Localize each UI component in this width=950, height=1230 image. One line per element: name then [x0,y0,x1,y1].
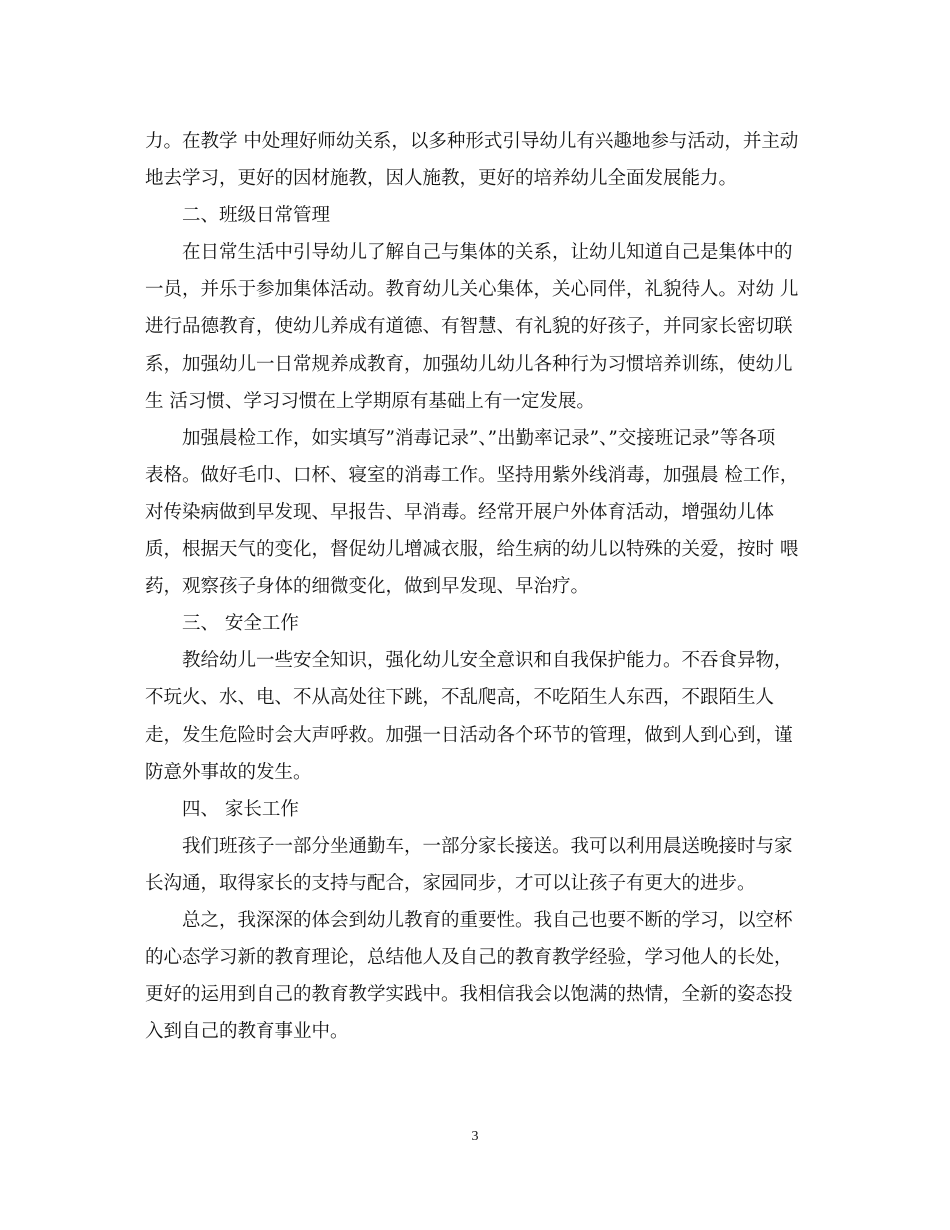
text-line: 地去学习，更好的因材施教，因人施教，更好的培养幼儿全面发展能力。 [145,168,738,190]
text-line: 一员，并乐于参加集体活动。教育幼儿关心集体，关心同伴，礼貌待人。对幼 儿 [145,279,799,301]
text-line: 对传染病做到早发现、早报告、早消毒。经常开展户外体育活动，增强幼儿体 [145,501,775,523]
text-line: 二、班级日常管理 [182,205,331,227]
page-number: 3 [471,1129,479,1144]
text-line: 在日常生活中引导幼儿了解自己与集体的关系，让幼儿知道自己是集体中的 [182,242,793,264]
text-line: 系，加强幼儿一日常规养成教育，加强幼儿幼儿各种行为习惯培养训练，使幼儿 [145,353,793,375]
text-line: 药，观察孩子身体的细微变化，做到早发现、早治疗。 [145,576,590,598]
text-line: 加强晨检工作，如实填写”消毒记录”、”出勤率记录”、”交接班记录”等各项 [182,427,776,449]
text-line: 不玩火、水、电、不从高处往下跳，不乱爬高，不吃陌生人东西，不跟陌生人 [145,687,775,709]
text-line: 走，发生危险时会大声呼救。加强一日活动各个环节的管理，做到人到心到，谨 [145,724,793,746]
text-line: 表格。做好毛巾、口杯、寝室的消毒工作。坚持用紫外线消毒，加强晨 检工作， [145,464,799,486]
text-line: 长沟通，取得家长的支持与配合，家园同步，才可以让孩子有更大的进步。 [145,872,756,894]
text-line: 防意外事故的发生。 [145,761,312,783]
text-line: 更好的运用到自己的教育教学实践中。我相信我会以饱满的热情，全新的姿态投 [145,984,793,1006]
text-line: 质，根据天气的变化，督促幼儿增减衣服，给生病的幼儿以特殊的关爱，按时 喂 [145,539,799,561]
text-line: 教给幼儿一些安全知识，强化幼儿安全意识和自我保护能力。不吞食异物， [182,650,793,672]
text-line: 生 活习惯、学习习惯在上学期原有基础上有一定发展。 [145,390,595,412]
text-line: 的心态学习新的教育理论，总结他人及自己的教育教学经验，学习他人的长处， [145,947,793,969]
text-line: 力。在教学 中处理好师幼关系，以多种形式引导幼儿有兴趣地参与活动，并主动 [145,131,799,152]
text-line: 我们班孩子一部分坐通勤车，一部分家长接送。我可以利用晨送晚接时与家 [182,835,793,857]
text-line: 三、 安全工作 [182,613,299,635]
text-line: 进行品德教育，使幼儿养成有道德、有智慧、有礼貌的好孩子，并同家长密切联 [145,316,793,338]
body-text [145,123,809,1050]
text-line: 入到自己的教育事业中。 [145,1021,349,1043]
text-line: 总之，我深深的体会到幼儿教育的重要性。我自己也要不断的学习，以空杯 [182,909,793,931]
text-line: 四、 家长工作 [182,798,299,820]
